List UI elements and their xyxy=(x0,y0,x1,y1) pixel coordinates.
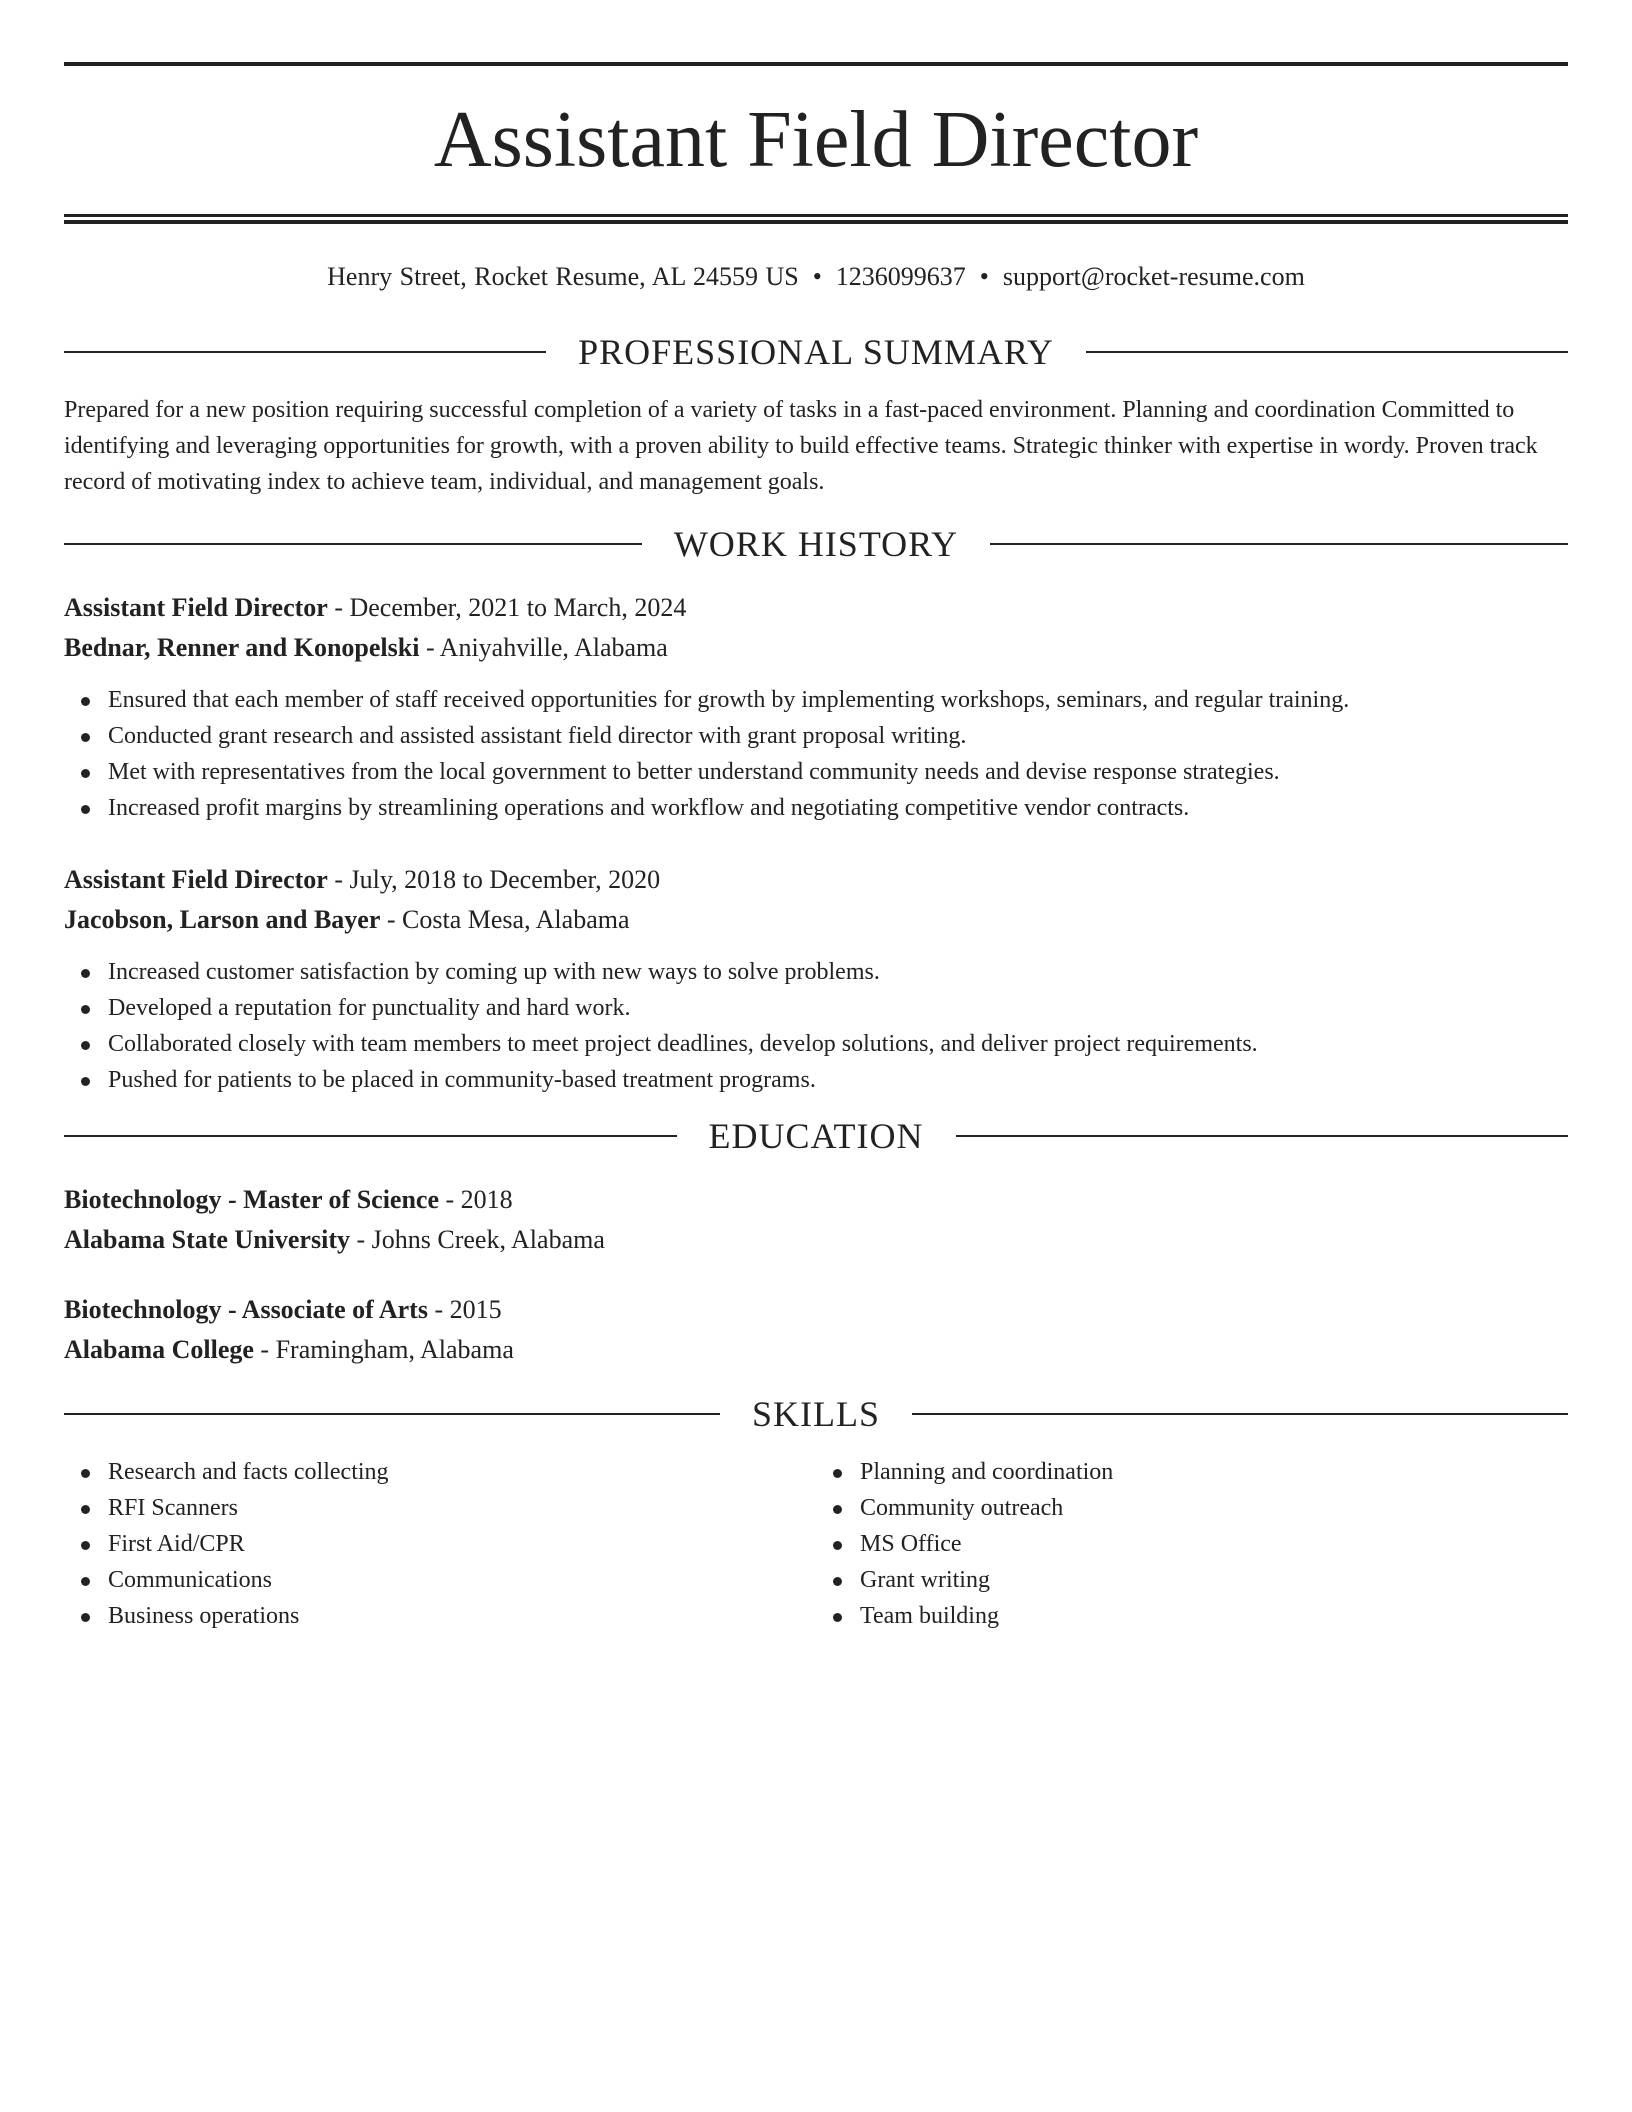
header-top-rule xyxy=(64,62,1568,66)
job-bullet: Increased profit margins by streamlining operations and workflow and negotiating competitive vendor contracts. xyxy=(64,790,1568,826)
education-degree: Biotechnology - Master of Science xyxy=(64,1185,439,1214)
skills-heading-label: SKILLS xyxy=(752,1394,881,1434)
heading-rule-right xyxy=(956,1135,1569,1137)
contact-separator: • xyxy=(979,262,989,291)
job-bullet: Collaborated closely with team members to meet project deadlines, develop solutions, and deliver project requirements. xyxy=(64,1026,1568,1062)
job-bullets xyxy=(64,954,1568,1098)
contact-email[interactable]: support@rocket-resume.com xyxy=(1002,262,1305,291)
job-bullet: Pushed for patients to be placed in community-based treatment programs. xyxy=(64,1062,1568,1098)
resume-title: Assistant Field Director xyxy=(433,96,1199,184)
skill-item: Team building xyxy=(816,1598,1568,1634)
job-bullet: Met with representatives from the local government to better understand community needs and devise response strategies. xyxy=(64,754,1568,790)
heading-rule-right xyxy=(1086,351,1568,353)
heading-rule-right xyxy=(990,543,1568,545)
heading-rule-left xyxy=(64,1413,720,1415)
job-bullet: Ensured that each member of staff received opportunities for growth by implementing workshops, seminars, and regular training. xyxy=(64,682,1568,718)
education-entry xyxy=(64,1180,1568,1260)
job-dates: - July, 2018 to December, 2020 xyxy=(327,865,661,894)
summary-text: Prepared for a new position requiring successful completion of a variety of tasks in a fast-paced environment. Planning and coordination Committed to identifying and leveraging opportunities for growth, with a proven ability to build effective teams. Strategic thinker with expertise in wordy. Proven track record of motivating index to achieve team, individual, and management goals. xyxy=(64,397,1538,495)
education-location: - Framingham, Alabama xyxy=(253,1335,514,1364)
job-bullet: Developed a reputation for punctuality and hard work. xyxy=(64,990,1568,1026)
heading-rule-right xyxy=(912,1413,1568,1415)
education-school-line xyxy=(64,1330,1568,1370)
education-school-line xyxy=(64,1220,1568,1260)
skill-item: MS Office xyxy=(816,1526,1568,1562)
education-year: - 2015 xyxy=(427,1295,502,1324)
header-double-rule xyxy=(64,214,1568,224)
skill-item: RFI Scanners xyxy=(64,1490,816,1526)
contact-phone: 1236099637 xyxy=(835,262,966,291)
summary-section-heading xyxy=(64,334,1568,370)
skills-grid xyxy=(64,1454,1568,1634)
job-entry xyxy=(64,588,1568,826)
job-company: Jacobson, Larson and Bayer xyxy=(64,905,381,934)
contact-line xyxy=(64,264,1568,290)
work-heading-label: WORK HISTORY xyxy=(673,524,959,564)
education-degree-line xyxy=(64,1290,1568,1330)
education-degree: Biotechnology - Associate of Arts xyxy=(64,1295,428,1324)
education-entry xyxy=(64,1290,1568,1370)
work-section-heading xyxy=(64,526,1568,562)
heading-rule-left xyxy=(64,543,642,545)
job-company: Bednar, Renner and Konopelski xyxy=(64,633,420,662)
skill-item: Community outreach xyxy=(816,1490,1568,1526)
skills-list xyxy=(64,1454,816,1634)
skills-section-heading xyxy=(64,1396,1568,1432)
skill-item: Communications xyxy=(64,1562,816,1598)
education-degree-line xyxy=(64,1180,1568,1220)
job-bullet: Conducted grant research and assisted assistant field director with grant proposal writing. xyxy=(64,718,1568,754)
heading-rule-left xyxy=(64,351,546,353)
education-year: - 2018 xyxy=(439,1185,513,1214)
education-school: Alabama State University xyxy=(64,1225,350,1254)
education-heading-label: EDUCATION xyxy=(708,1116,924,1156)
skill-item: Business operations xyxy=(64,1598,816,1634)
job-entry xyxy=(64,860,1568,1098)
skill-item: Grant writing xyxy=(816,1562,1568,1598)
job-location: - Aniyahville, Alabama xyxy=(419,633,668,662)
education-location: - Johns Creek, Alabama xyxy=(349,1225,605,1254)
job-company-line xyxy=(64,900,1568,940)
skill-item: Planning and coordination xyxy=(816,1454,1568,1490)
job-bullets xyxy=(64,682,1568,826)
job-title: Assistant Field Director xyxy=(64,593,328,622)
job-title-line xyxy=(64,860,1568,900)
education-school: Alabama College xyxy=(64,1335,254,1364)
skills-column-right xyxy=(816,1454,1568,1634)
skills-list xyxy=(816,1454,1568,1634)
job-title: Assistant Field Director xyxy=(64,865,328,894)
education-section-heading xyxy=(64,1118,1568,1154)
skills-column-left xyxy=(64,1454,816,1634)
job-company-line xyxy=(64,628,1568,668)
job-title-line xyxy=(64,588,1568,628)
heading-rule-left xyxy=(64,1135,677,1137)
skill-item: First Aid/CPR xyxy=(64,1526,816,1562)
job-bullet: Increased customer satisfaction by coming up with new ways to solve problems. xyxy=(64,954,1568,990)
job-dates: - December, 2021 to March, 2024 xyxy=(327,593,687,622)
skill-item: Research and facts collecting xyxy=(64,1454,816,1490)
job-location: - Costa Mesa, Alabama xyxy=(380,905,630,934)
summary-heading-label: PROFESSIONAL SUMMARY xyxy=(578,332,1054,372)
contact-separator: • xyxy=(812,262,822,291)
contact-address: Henry Street, Rocket Resume, AL 24559 US xyxy=(327,262,799,291)
